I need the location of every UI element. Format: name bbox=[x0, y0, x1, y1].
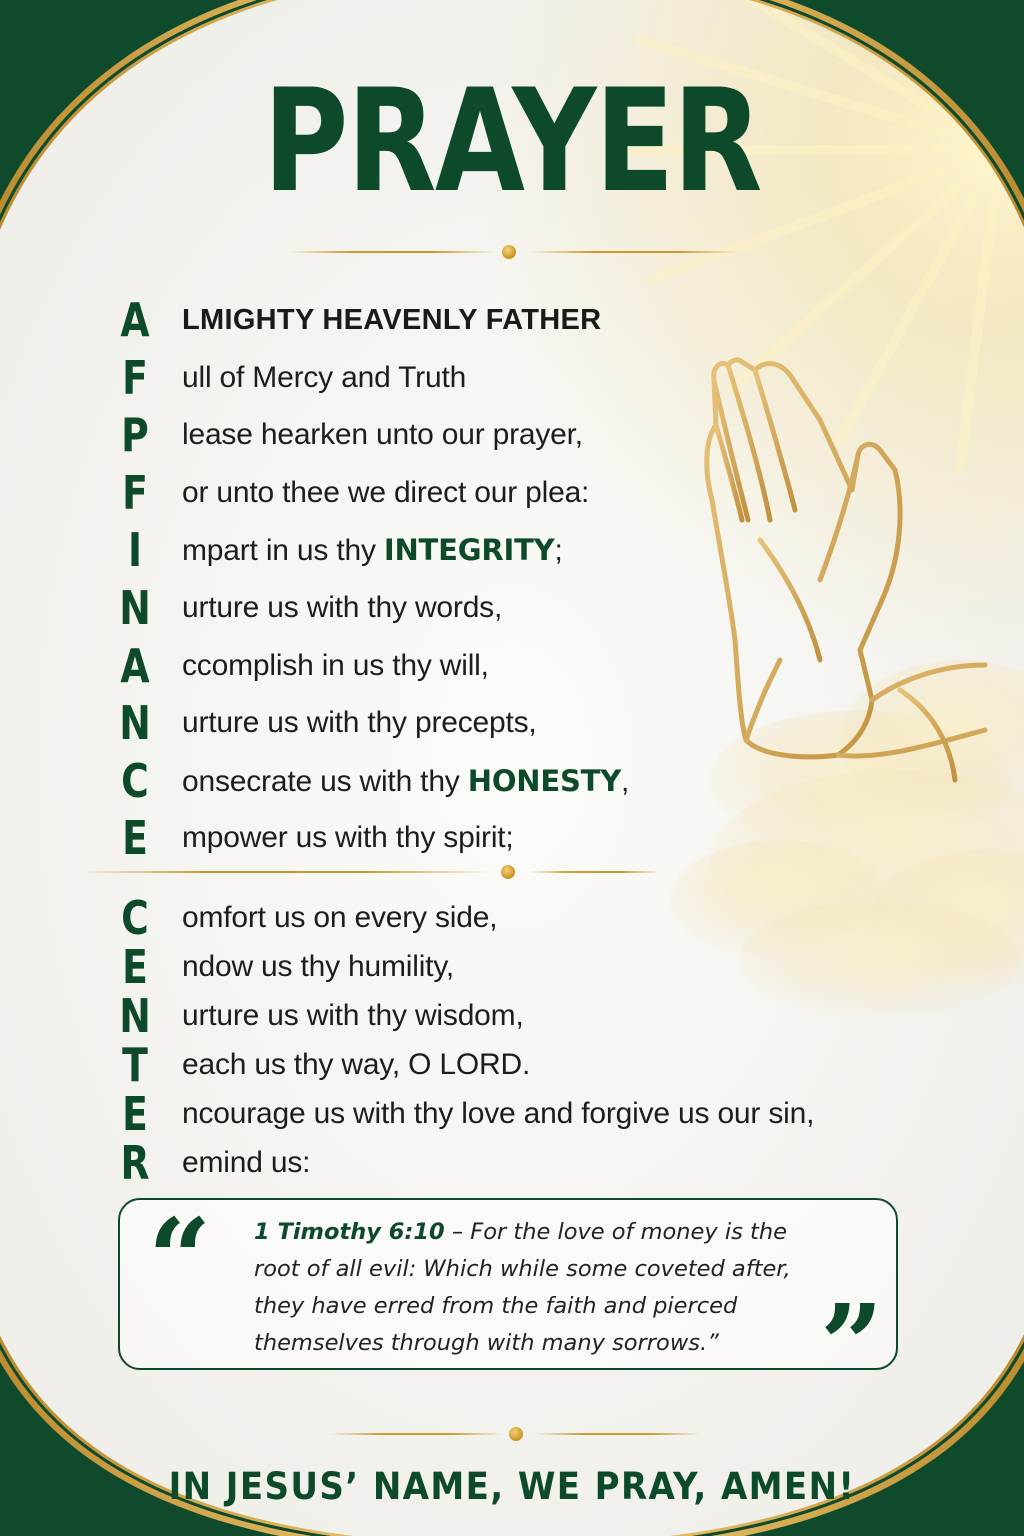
gold-dot-ornament bbox=[501, 865, 515, 879]
acrostic-row bbox=[0, 1134, 1024, 1192]
acrostic-row bbox=[0, 291, 1024, 349]
acrostic-letter: N bbox=[119, 696, 151, 751]
page-title: PRAYER bbox=[263, 59, 761, 224]
acrostic-row bbox=[0, 406, 1024, 464]
acrostic-line bbox=[182, 637, 489, 695]
acrostic-letter: I bbox=[127, 523, 143, 578]
gold-dot-ornament bbox=[502, 245, 516, 259]
line-text: mpart in us thy bbox=[182, 534, 384, 568]
bottom-divider bbox=[330, 1427, 700, 1441]
acrostic-letter: C bbox=[121, 891, 149, 945]
acrostic-letter: A bbox=[120, 638, 150, 693]
acrostic-line bbox=[182, 291, 601, 349]
acrostic-letter: F bbox=[122, 350, 148, 405]
scripture-quote-box bbox=[118, 1194, 898, 1409]
acrostic-line bbox=[182, 349, 466, 407]
line-punctuation: , bbox=[621, 764, 630, 798]
acrostic-line: omfort us on every side, bbox=[182, 901, 498, 934]
acrostic-row bbox=[0, 694, 1024, 752]
top-divider bbox=[290, 245, 740, 259]
highlight-word: HONESTY bbox=[467, 763, 622, 798]
acrostic-letter: R bbox=[120, 1136, 150, 1190]
line-text: onsecrate us with thy bbox=[182, 764, 468, 798]
acrostic-line bbox=[182, 464, 589, 522]
acrostic-letter: N bbox=[119, 989, 151, 1043]
scripture-text: – For the love of money is the root of all evil: Which while some coveted after, they have erred from the faith and pierced themselves through with many sorrows.” bbox=[254, 1219, 791, 1356]
acrostic-line: each us thy way, O LORD. bbox=[182, 1048, 531, 1081]
closing-line: IN JESUS’ NAME, WE PRAY, AMEN! bbox=[168, 1465, 856, 1508]
highlight-word: INTEGRITY bbox=[383, 533, 555, 568]
acrostic-letter: E bbox=[122, 940, 148, 994]
acrostic-letter: T bbox=[122, 1038, 148, 1092]
acrostic-line bbox=[182, 809, 514, 867]
acrostic-letter: A bbox=[120, 293, 150, 347]
middle-divider bbox=[80, 865, 660, 879]
line-text: ull of Mercy and Truth bbox=[182, 360, 467, 394]
gold-dot-ornament bbox=[509, 1427, 523, 1441]
acrostic-letter: E bbox=[122, 1087, 148, 1141]
line-text: mpower us with thy spirit; bbox=[182, 821, 514, 855]
acrostic-row bbox=[0, 579, 1024, 637]
scripture-quote bbox=[254, 1214, 814, 1362]
acrostic-line bbox=[182, 521, 563, 580]
line-text: urture us with thy precepts, bbox=[182, 706, 537, 740]
acrostic-line: urture us with thy wisdom, bbox=[182, 999, 524, 1032]
acrostic-line bbox=[182, 406, 583, 464]
line-text: urture us with thy words, bbox=[182, 591, 503, 624]
line-punctuation: ; bbox=[554, 534, 563, 568]
acrostic-line: ncourage us with thy love and forgive us our sin, bbox=[182, 1097, 815, 1130]
acrostic-line: emind us: bbox=[182, 1146, 311, 1179]
acrostic-row bbox=[0, 809, 1024, 867]
acrostic-letter: F bbox=[122, 465, 148, 520]
acrostic-line: ndow us thy humility, bbox=[182, 950, 455, 983]
acrostic-row bbox=[0, 349, 1024, 407]
acrostic-letter: C bbox=[121, 753, 149, 808]
line-text: lease hearken unto our prayer, bbox=[182, 418, 583, 452]
line-text: or unto thee we direct our plea: bbox=[182, 475, 590, 509]
acrostic-row bbox=[0, 752, 1024, 810]
acrostic-line bbox=[182, 694, 537, 752]
line-text: ccomplish in us thy will, bbox=[182, 648, 489, 682]
acrostic-row bbox=[0, 521, 1024, 579]
acrostic-letter: E bbox=[122, 811, 148, 866]
close-quote-icon: ” bbox=[820, 1280, 884, 1409]
acrostic-row bbox=[0, 637, 1024, 695]
scripture-reference: 1 Timothy 6:10 bbox=[254, 1219, 445, 1245]
acrostic-letter: N bbox=[119, 581, 151, 635]
acrostic-row bbox=[0, 464, 1024, 522]
acrostic-line bbox=[182, 579, 502, 637]
acrostic-letter: P bbox=[121, 408, 149, 463]
acrostic-line bbox=[182, 752, 629, 811]
open-quote-icon: “ bbox=[148, 1194, 212, 1323]
line-text: LMIGHTY HEAVENLY FATHER bbox=[182, 304, 602, 336]
